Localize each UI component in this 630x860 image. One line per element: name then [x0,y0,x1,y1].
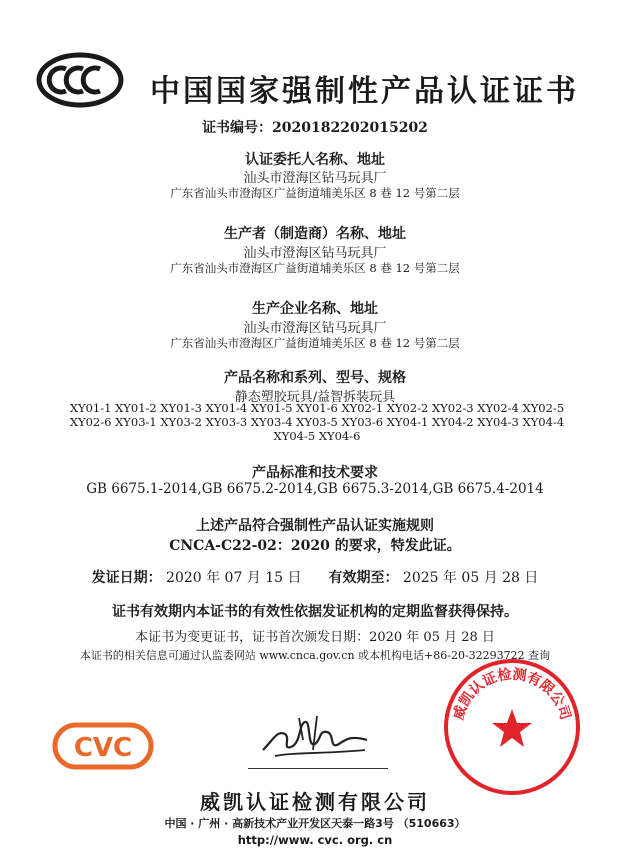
expiry-date-label: 有效期至： [328,570,399,586]
issue-date-value: 2020 年 07 月 15 日 [166,570,302,586]
product-heading: 产品名称和系列、型号、规格 [224,370,406,386]
cvc-logo-text: CVC [73,733,133,763]
ccc-logo [36,52,124,108]
manufacturer-heading: 生产者（制造商）名称、地址 [224,226,406,242]
applicant-name: 汕头市澄海区钻马玩具厂 [243,171,387,186]
product-models-line-3: XY04-5 XY04-6 [273,429,361,443]
signature-image [255,710,375,765]
cvc-logo-shape [52,722,154,770]
certificate-title: 中国国家强制性产品认证证书 [150,74,579,109]
standards-heading: 产品标准和技术要求 [252,465,378,481]
issue-date-label: 发证日期： [91,570,162,586]
applicant-heading: 认证委托人名称、地址 [245,152,385,168]
dates-row [0,567,630,587]
factory-address: 广东省汕头市澄海区广益街道埔美乐区 8 巷 12 号第二层 [170,336,460,350]
standards-text: GB 6675.1-2014,GB 6675.2-2014,GB 6675.3-2014,GB 6675.4-2014 [86,481,544,497]
product-models-line-2: XY02-6 XY03-1 XY03-2 XY03-3 XY03-4 XY03-5 XY03-6 XY04-1 XY04-2 XY04-3 XY04-4 [69,415,565,429]
manufacturer-name: 汕头市澄海区钻马玩具厂 [243,246,387,261]
signature-line [248,768,388,769]
issuer-address: 中国 · 广州 · 高新技术产业开发区天泰一路3号 （510663） [164,817,466,830]
factory-heading: 生产企业名称、地址 [252,301,378,317]
issuer-seal [442,657,582,797]
factory-name: 汕头市澄海区钻马玩具厂 [243,321,387,336]
cvc-logo [52,722,154,770]
issuer-website: http://www. cvc. org. cn [237,833,393,847]
change-note: 本证书为变更证书，证书首次颁发日期：2020 年 05 月 28 日 [135,630,495,645]
seal-text: 威凯认证检测有限公司 [450,666,574,722]
applicant-address: 广东省汕头市澄海区广益街道埔美乐区 8 巷 12 号第二层 [170,186,460,200]
product-name: 静态塑胶玩具/益智拆装玩具 [234,390,396,405]
compliance-line-2: CNCA-C22-02：2020 的要求，特发此证。 [169,538,461,554]
certificate-number: 证书编号：2020182202015202 [202,120,428,136]
expiry-date-value: 2025 年 05 月 28 日 [402,570,539,586]
product-models-line-1: XY01-1 XY01-2 XY01-3 XY01-4 XY01-5 XY01-6 XY02-1 XY02-2 XY02-3 XY02-4 XY02-5 [69,401,565,415]
manufacturer-address: 广东省汕头市澄海区广益街道埔美乐区 8 巷 12 号第二层 [170,261,460,275]
issuer-company: 威凯认证检测有限公司 [200,790,430,814]
info-note: 本证书的相关信息可通过认监委网站 www.cnca.gov.cn 或本机构电话+86-20-32293722 查询 [79,649,551,662]
compliance-line-1: 上述产品符合强制性产品认证实施规则 [196,518,434,534]
validity-note: 证书有效期内本证书的有效性依据发证机构的定期监督获得保持。 [112,604,518,620]
